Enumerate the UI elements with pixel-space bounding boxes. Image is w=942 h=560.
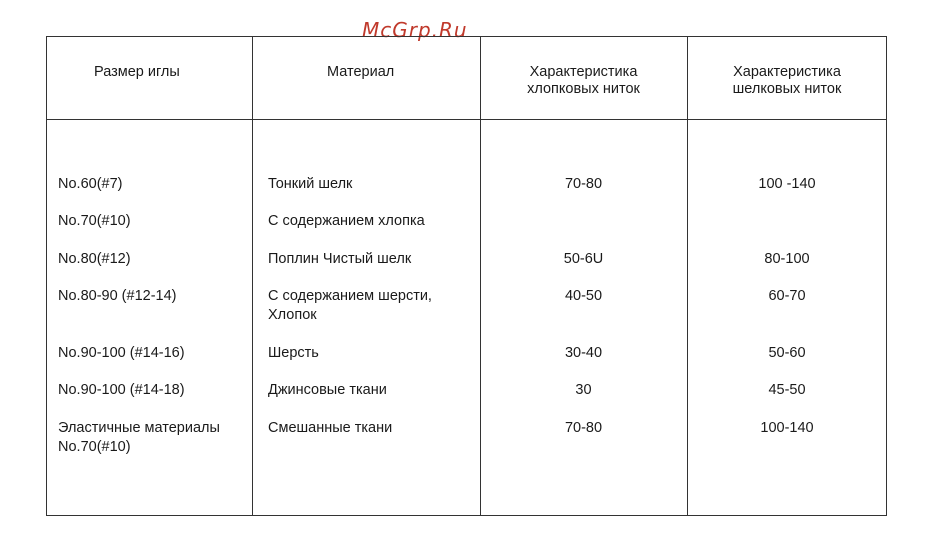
cell-silk: 50-60 <box>768 345 806 361</box>
cell-material: Поплин Чистый шелк <box>268 251 412 267</box>
cell-needle-size: No.60(#7) <box>58 176 123 192</box>
cell-needle-size: No.80-90 (#12-14) <box>58 288 177 304</box>
cell-cotton: 70-80 <box>564 176 603 192</box>
cell-material: Джинсовые ткани <box>268 382 387 398</box>
cell-cotton: 40-50 <box>564 288 603 304</box>
cell-silk: 45-50 <box>768 382 806 398</box>
cell-cotton: 70-80 <box>564 420 603 436</box>
cell-material: С содержанием шерсти, Хлопок <box>268 288 432 323</box>
cell-needle-size: Эластичные материалы No.70(#10) <box>58 420 220 455</box>
column-divider <box>480 37 481 515</box>
cell-material: Тонкий шелк <box>268 176 353 192</box>
header-divider <box>47 119 886 120</box>
watermark: McGrp.Ru <box>362 18 468 42</box>
cell-needle-size: No.90-100 (#14-18) <box>58 382 185 398</box>
cell-silk: 80-100 <box>764 251 810 267</box>
cell-cotton: 30-40 <box>564 345 603 361</box>
needle-thread-table <box>46 36 887 516</box>
cell-silk: 60-70 <box>768 288 806 304</box>
cell-material: Смешанные ткани <box>268 420 393 436</box>
cell-material: С содержанием хлопка <box>268 213 425 229</box>
header-material: Материал <box>327 64 395 80</box>
cell-needle-size: No.90-100 (#14-16) <box>58 345 185 361</box>
cell-material: Шерсть <box>268 345 319 361</box>
header-cotton-thread: Характеристика хлопковых ниток <box>527 64 640 97</box>
cell-silk: 100-140 <box>760 420 814 436</box>
cell-needle-size: No.70(#10) <box>58 213 131 229</box>
cell-needle-size: No.80(#12) <box>58 251 131 267</box>
cell-cotton: 30 <box>575 382 592 398</box>
header-needle-size: Размер иглы <box>94 64 180 80</box>
column-divider <box>687 37 688 515</box>
column-divider <box>252 37 253 515</box>
header-silk-thread: Характеристика шелковых ниток <box>732 64 842 97</box>
cell-cotton: 50-6U <box>563 251 604 267</box>
cell-silk: 100 -140 <box>758 176 816 192</box>
